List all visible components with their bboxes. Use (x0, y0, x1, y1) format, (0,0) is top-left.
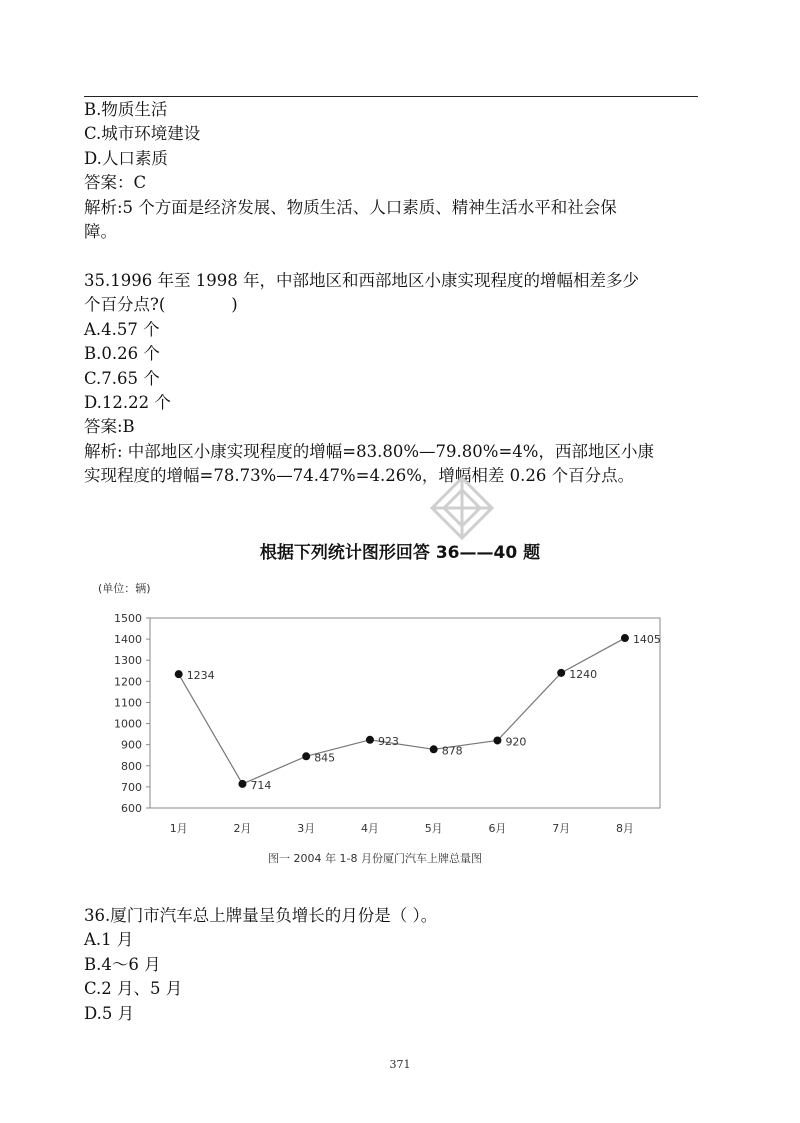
option-a: A.1 月 (84, 930, 134, 950)
header-rule (84, 96, 698, 97)
x-tick-label: 7月 (552, 822, 571, 835)
q34-options-block (84, 98, 702, 244)
x-tick-label: 8月 (615, 822, 634, 835)
page-number: 371 (389, 1058, 411, 1071)
chart-caption: 图一 2004 年 1-8 月份厦门汽车上牌总量图 (268, 852, 482, 865)
data-label: 920 (505, 735, 527, 749)
y-tick-label: 1500 (114, 612, 142, 625)
data-label: 845 (314, 751, 336, 765)
section-heading: 根据下列统计图形回答 36——40 题 (259, 543, 541, 563)
chart-svg (90, 578, 670, 878)
option-c: C.2 月、5 月 (84, 979, 183, 999)
y-tick-label: 900 (121, 738, 142, 752)
question-line: 35.1996 年至 1998 年，中部地区和西部地区小康实现程度的增幅相差多少 (84, 271, 639, 290)
data-point (430, 745, 438, 753)
y-tick-label: 1300 (114, 654, 142, 668)
data-label: 714 (250, 778, 272, 792)
x-tick-label: 1月 (169, 822, 188, 835)
unit-label: (单位：辆) (98, 582, 151, 595)
text-line: B.物质生活 (84, 100, 168, 119)
question-line: 36.厦门市汽车总上牌量呈负增长的月份是（ ）。 (84, 906, 438, 925)
x-tick-label: 6月 (488, 822, 507, 835)
option-c: C.7.65 个 (84, 368, 160, 388)
data-point (175, 670, 183, 678)
data-point (366, 736, 374, 744)
data-point (557, 669, 565, 677)
data-label: 1234 (186, 669, 215, 683)
data-label: 1405 (632, 633, 661, 647)
q35-block (84, 269, 702, 489)
option-a: A.4.57 个 (84, 319, 160, 339)
option-d: D.12.22 个 (84, 393, 171, 413)
x-tick-label: 4月 (360, 822, 379, 835)
x-tick-label: 3月 (297, 822, 316, 835)
answer-line: 答案：C (84, 173, 147, 193)
data-label: 878 (441, 744, 463, 758)
plot-frame (150, 618, 660, 808)
explanation-line: 解析: 中部地区小康实现程度的增幅=83.80%—79.80%=4%，西部地区小康 (84, 441, 654, 461)
data-label: 923 (377, 734, 399, 748)
y-tick-label: 1400 (114, 633, 142, 647)
option-d: D.5 月 (84, 1003, 135, 1023)
explanation-line: 障。 (84, 222, 117, 242)
y-tick-label: 800 (121, 759, 142, 773)
x-tick-label: 5月 (424, 822, 443, 835)
answer-line: 答案:B (84, 417, 135, 437)
data-point (621, 634, 629, 642)
y-tick-label: 600 (121, 802, 142, 815)
line-chart (90, 578, 670, 878)
y-tick-label: 1000 (114, 717, 142, 731)
x-tick-label: 2月 (233, 822, 252, 835)
y-tick-label: 1200 (114, 675, 142, 689)
data-point (493, 736, 501, 744)
data-point (238, 780, 246, 788)
data-point (302, 752, 310, 760)
watermark-graphic (422, 468, 502, 548)
data-label: 1240 (569, 667, 598, 681)
y-tick-label: 1100 (114, 696, 142, 710)
question-line: 个百分点?( ) (84, 295, 238, 315)
option-b: B.0.26 个 (84, 344, 160, 364)
series-line (179, 638, 625, 784)
option-b: B.4～6 月 (84, 954, 161, 974)
text-line: C.城市环境建设 (84, 124, 201, 144)
y-tick-label: 700 (121, 780, 142, 794)
text-line: D.人口素质 (84, 148, 168, 168)
explanation-line: 解析:5 个方面是经济发展、物质生活、人口素质、精神生活水平和社会保 (84, 197, 617, 217)
q36-block (84, 904, 702, 1026)
explanation-line: 实现程度的增幅=78.73%—74.47%=4.26%，增幅相差 0.26 个百分点。 (84, 466, 635, 486)
